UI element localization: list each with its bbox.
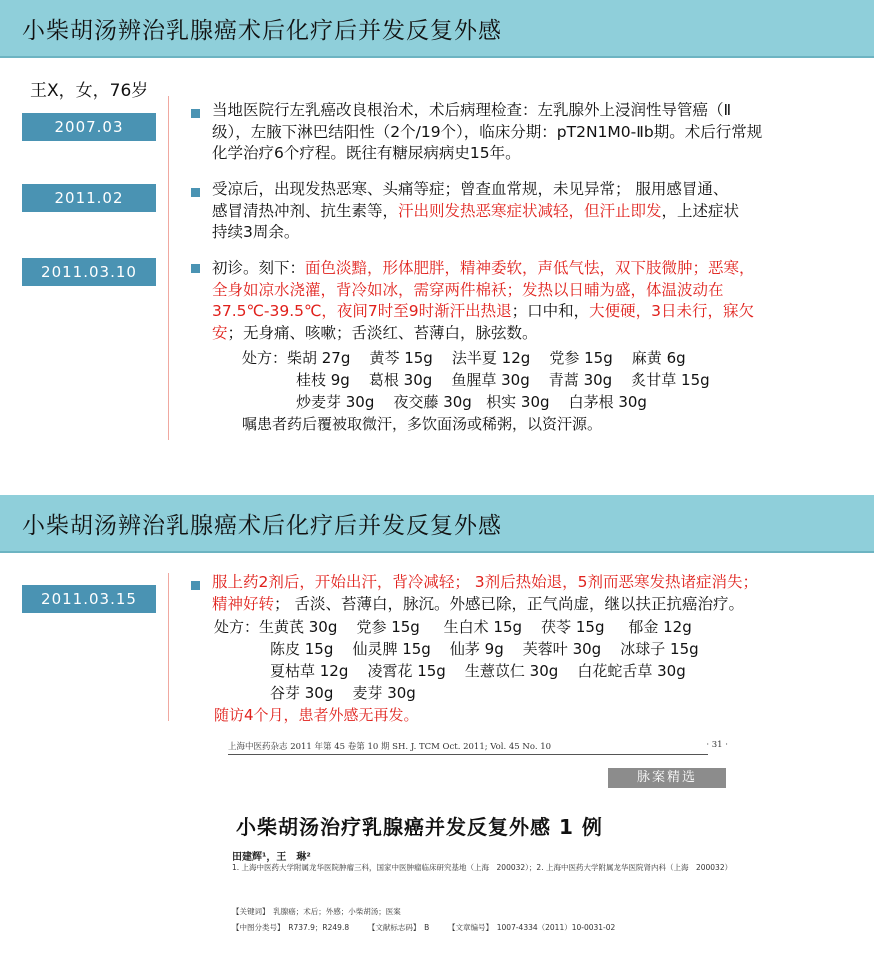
paper-classification: 【中图分类号】 R737.9；R249.8 【文献标志码】 B 【文章编号】 1007-4334（2011）10-0031-02	[232, 923, 616, 932]
advice-text: 嘱患者药后覆被取微汗，多饮面汤或稀粥，以资汗源。	[242, 415, 603, 433]
paper-keywords: 【关键词】 乳腺癌；术后；外感；小柴胡汤；医案	[232, 907, 401, 916]
paper-header	[228, 740, 748, 752]
text-line: 安；无身痛、咳嗽；舌淡红、苔薄白，脉弦数。	[212, 323, 538, 342]
bullet-square-icon	[191, 264, 200, 273]
prescription-line-3: 炒麦芽 30g 夜交藤 30g 枳实 30g 白茅根 30g	[296, 393, 647, 411]
text-line: 初诊。刻下：面色淡黯，形体肥胖，精神委软，声低气怯，双下肢微肿；恶寒，	[212, 259, 755, 277]
timeline-line	[168, 573, 169, 721]
text-line: 级），左腋下淋巴结阳性（2个/19个），临床分期：pT2N1M0-Ⅱb期。术后行常规	[212, 122, 763, 141]
paper-excerpt	[228, 738, 748, 938]
slide-2-title-bar	[0, 495, 874, 553]
date-tag-2011-03-10: 2011.03.10	[22, 258, 156, 286]
bullet-square-icon	[191, 188, 200, 197]
highlight-text: 全身如凉水浇灌，背冷如冰，需穿两件棉袄；发热以日晡为盛，体温波动在	[212, 280, 724, 299]
entry-2011-03-15-text	[212, 572, 852, 615]
paper-affiliation: 1. 上海中医药大学附属龙华医院肿瘤三科，国家中医肿瘤临床研究基地（上海 200032）；2. 上海中医药大学附属龙华医院肾内科（上海 200032）	[232, 863, 733, 872]
text-line: 持续3周余。	[212, 223, 300, 241]
highlight-text: 面色淡黯，形体肥胖，精神委软，声低气怯，双下肢微肿；恶寒，	[305, 259, 755, 277]
highlight-text: 汗出则发热恶寒症状减轻，但汗止即发	[398, 201, 662, 220]
entry-2011-03-10-text	[212, 258, 852, 344]
entry-2007-03-text	[212, 100, 852, 165]
text-line: 精神好转； 舌淡、苔薄白，脉沉。外感已除，正气尚虚，继以扶正抗癌治疗。	[212, 594, 744, 613]
prescription-line-1: 处方：生黄芪 30g 党参 15g 生白术 15g 茯苓 15g 郁金 12g	[214, 618, 692, 636]
date-tag-2007-03: 2007.03	[22, 113, 156, 141]
bullet-square-icon	[191, 581, 200, 590]
slide-1-title-bar	[0, 0, 874, 58]
bullet-square-icon	[191, 109, 200, 118]
text-line: 37.5℃-39.5℃，夜间7时至9时渐汗出热退；口中和，大便硬，3日未行，寐欠	[212, 302, 755, 320]
date-tag-2011-03-15: 2011.03.15	[22, 585, 156, 613]
paper-authors: 田建辉¹，王 琳²	[232, 852, 311, 863]
text-line: 当地医院行左乳癌改良根治术，术后病理检查：左乳腺外上浸润性导管癌（Ⅱ	[212, 101, 732, 119]
slide-2-title: 小柴胡汤辨治乳腺癌术后化疗后并发反复外感	[22, 513, 502, 539]
prescription-line-3: 夏枯草 12g 凌霄花 15g 生薏苡仁 30g 白花蛇舌草 30g	[270, 662, 686, 680]
entry-2011-02-text	[212, 179, 852, 244]
journal-header: 上海中医药杂志 2011 年第 45 卷第 10 期 SH. J. TCM Oct. 2011; Vol. 45 No. 10	[228, 742, 552, 752]
slide-1-title: 小柴胡汤辨治乳腺癌术后化疗后并发反复外感	[22, 18, 502, 44]
prescription-line-2: 桂枝 9g 葛根 30g 鱼腥草 30g 青蒿 30g 炙甘草 15g	[296, 371, 710, 389]
text-line: 感冒清热冲剂、抗生素等，汗出则发热恶寒症状减轻，但汗止即发，上述症状	[212, 201, 740, 220]
prescription-line-4: 谷芽 30g 麦芽 30g	[270, 684, 416, 702]
section-badge: 脉案精选	[608, 768, 726, 788]
prescription-line-1: 处方：柴胡 27g 黄芩 15g 法半夏 12g 党参 15g 麻黄 6g	[242, 349, 686, 367]
paper-title: 小柴胡汤治疗乳腺癌并发反复外感 1 例	[236, 815, 603, 839]
header-rule	[228, 754, 708, 755]
highlight-text: 服上药2剂后，开始出汗，背冷减轻； 3剂后热始退，5剂而恶寒发热诸症消失；	[212, 573, 759, 591]
prescription-line-2: 陈皮 15g 仙灵脾 15g 仙茅 9g 芙蓉叶 30g 冰球子 15g	[270, 640, 699, 658]
date-tag-2011-02: 2011.02	[22, 184, 156, 212]
patient-info: 王X，女，76岁	[30, 81, 149, 101]
text-line: 化学治疗6个疗程。既往有糖尿病病史15年。	[212, 144, 521, 162]
followup-text: 随访4个月，患者外感无再发。	[214, 706, 419, 724]
text-line: 受凉后，出现发热恶寒、头痛等症；曾查血常规，未见异常； 服用感冒通、	[212, 180, 729, 198]
page-number: · 31 ·	[706, 740, 728, 750]
timeline-line	[168, 96, 169, 440]
